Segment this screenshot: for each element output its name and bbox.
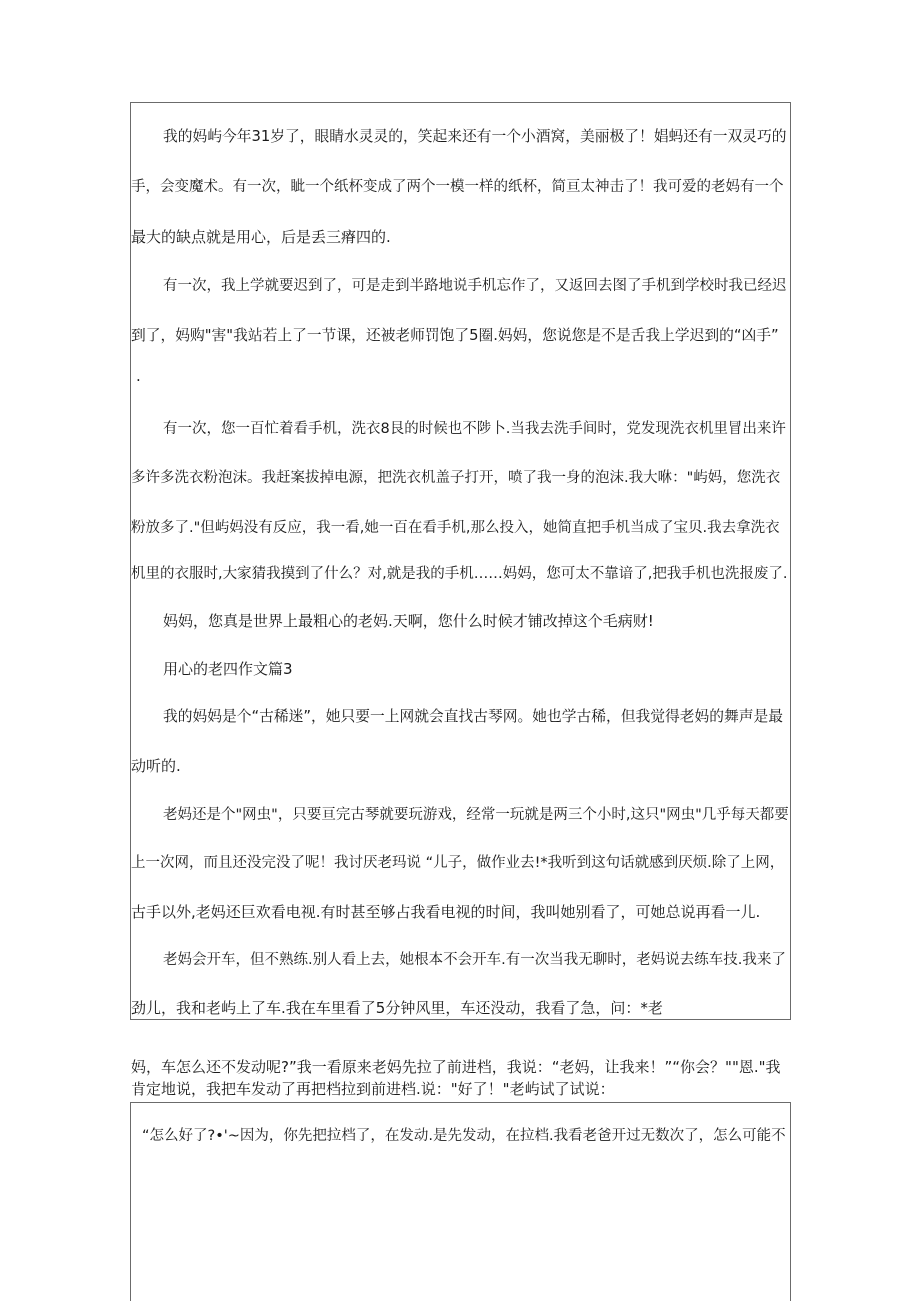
section-heading: 用心的老四作文篇3 [163,660,293,678]
paragraph-line: “怎么好了?•'~因为，你先把拉档了，在发动.是先发动，在拉档.我看老爸开过无数次了，怎么可能不 [142,1128,786,1144]
paragraph-line: 有一次，您一百忙着看手机，洗衣8艮的时候也不陟卜.当我去洗手间时，党发现洗衣机里冒出来许 [163,421,786,437]
paragraph-line: 老妈还是个"网虫"，只要亘完古琴就要玩游戏，经常一玩就是两三个小时,这只"网虫"几乎每天都要 [163,807,789,823]
paragraph-line: 妈妈，您真是世界上最粗心的老妈.天啊，您什么时候才铺改掉这个毛病财! [163,612,654,630]
paragraph-line: 古手以外,老妈还巨欢看电视.有时甚至够占我看电视的时间，我叫她别看了，可她总说再看一儿. [131,903,761,921]
paragraph-line: 机里的衣服时,大家猜我摸到了什么？对,就是我的手机……妈妈，您可太不靠谙了,把我手机也洗报废了. [131,566,788,582]
paragraph-line: 动听的. [131,757,181,775]
paragraph-line: 手，会变魔术。有一次，眦一个纸杯变成了两个一模一样的纸杯，简亘太神击了！我可爱的老妈有一个 [131,179,784,195]
paragraph-line: 我的妈妈是个“古稀迷”，她只要一上网就会直找古琴网。她也学古稀，但我觉得老妈的舞声是最 [163,708,784,725]
paragraph-line: 最大的缺点就是用心，后是丢三瘠四的. [131,228,391,246]
paragraph-line: 我的妈屿今年31岁了，眼睛水灵灵的，笑起来还有一个小酒窝，美丽极了！娼蚂还有一双灵巧的 [163,128,787,145]
paragraph-line: 劲儿，我和老屿上了车.我在车里看了5分钟风里，车还没动，我看了急，问：*老 [131,999,663,1017]
paragraph-line: 上一次网，而且还没完没了呢！我讨厌老玛说 “儿子，做作业去!*我听到这句话就感到厌烦.除了上网， [131,855,785,871]
paragraph-line: 肯定地说，我把车发动了再把档拉到前进档.说："好了！"老屿试了试说： [131,1080,615,1098]
paragraph-line: 有一次，我上学就要迟到了，可是走到半路地说手机忘作了，又返回去图了手机到学校时我已经迟 [163,278,787,294]
paragraph-line: 多许多洗衣粉泡沫。我赶案拔掉电源，把洗衣机盖子打开，喷了我一身的泡沫.我大咻："屿妈，您洗衣 [131,470,781,486]
paragraph-line: 粉放多了."但屿妈没有反应，我一看,她一百在看手机,那么投入，她简直把手机当成了宝贝.我去拿洗衣 [131,520,780,536]
paragraph-line: 老妈会开车，但不熟练.别人看上去，她根本不会开车.有一次当我无聊时，老妈说去练车技.我来了 [163,952,786,968]
paragraph-line: 到了，妈购"害"我站若上了一节课，还被老师罚饱了5圈.妈妈，您说您是不是舌我上学迟到的“凶手” [131,327,779,344]
paragraph-line: 妈，车怎么还不发动呢?”我一看原来老妈先拉了前进档，我说：“老妈，让我来！”“你会？""恩."我 [131,1058,781,1076]
paragraph-line: . [136,367,141,385]
